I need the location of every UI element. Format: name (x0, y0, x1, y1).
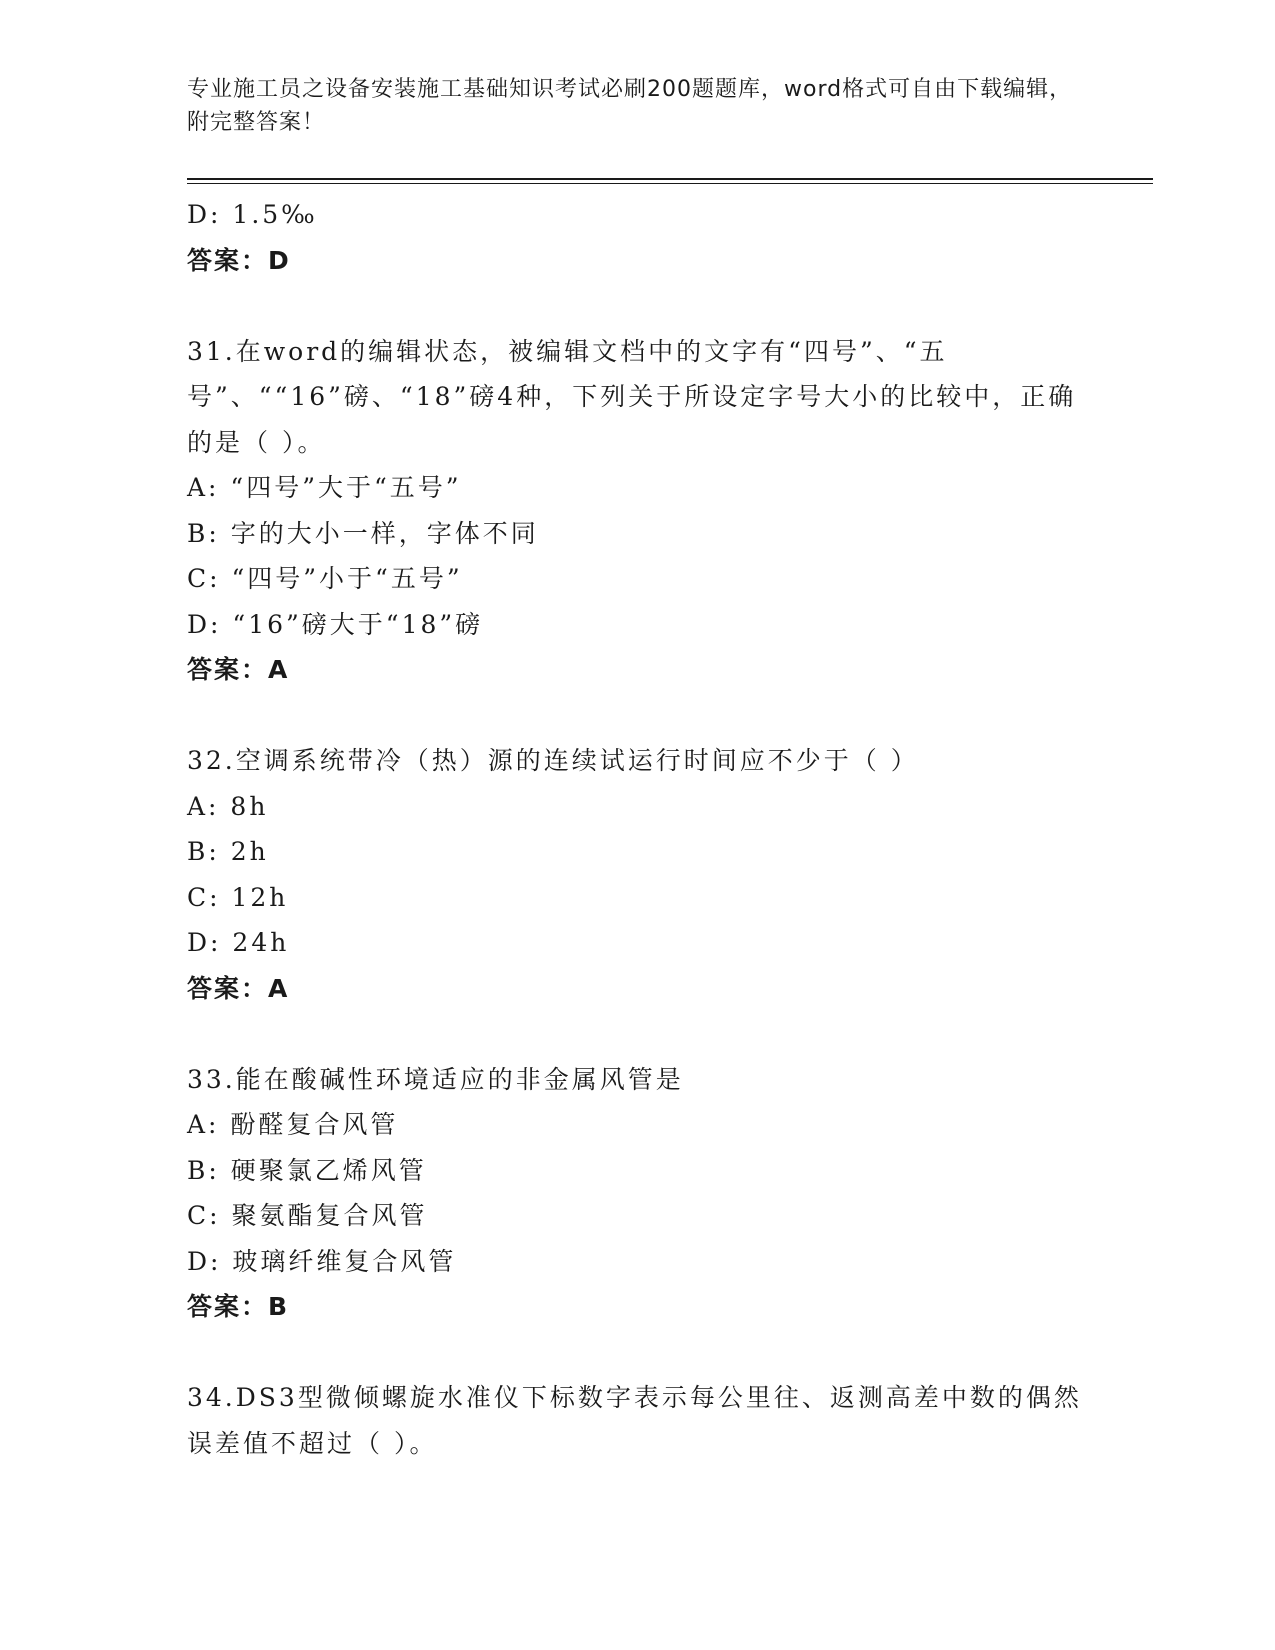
option-b: B: 字的大小一样，字体不同 (187, 518, 539, 548)
answer: 答案：B (187, 1292, 290, 1321)
option-d: D: 24h (187, 928, 290, 957)
header-divider (187, 178, 1153, 180)
answer: 答案：A (187, 973, 290, 1003)
option-d: D: 1.5‰ (187, 200, 318, 229)
page-header: 专业施工员之设备安装施工基础知识考试必刷200题题库，word格式可自由下载编辑，附完整答案！ (187, 77, 1073, 135)
option-c: C: 12h (187, 882, 289, 912)
option-b: B: 硬聚氯乙烯风管 (187, 1155, 427, 1185)
question-text: 32.空调系统带冷（热）源的连续试运行时间应不少于（ ） (187, 746, 919, 775)
question-text: 33.能在酸碱性环境适应的非金属风管是 (187, 1064, 684, 1094)
question-text: 34.DS3型微倾螺旋水准仪下标数字表示每公里往、返测高差中数的偶然误差值不超过（ ）。 (187, 1383, 1082, 1458)
header-divider-thin (187, 183, 1153, 184)
option-c: C: 聚氨酯复合风管 (187, 1201, 428, 1230)
option-c: C: “四号”小于“五号” (187, 564, 463, 593)
option-d: D: “16”磅大于“18”磅 (187, 609, 484, 639)
option-a: A: 8h (187, 791, 269, 821)
answer: 答案：A (187, 655, 290, 684)
option-b: B: 2h (187, 837, 269, 866)
answer: 答案：D (187, 245, 291, 275)
option-a: A: “四号”大于“五号” (187, 473, 462, 502)
question-text: 31.在word的编辑状态，被编辑文档中的文字有“四号”、“五号”、““16”磅、“18”磅4种，下列关于所设定字号大小的比较中，正确的是（ ）。 (187, 336, 1077, 457)
option-d: D: 玻璃纤维复合风管 (187, 1246, 457, 1276)
option-a: A: 酚醛复合风管 (187, 1110, 399, 1139)
document-body (187, 192, 1087, 1466)
